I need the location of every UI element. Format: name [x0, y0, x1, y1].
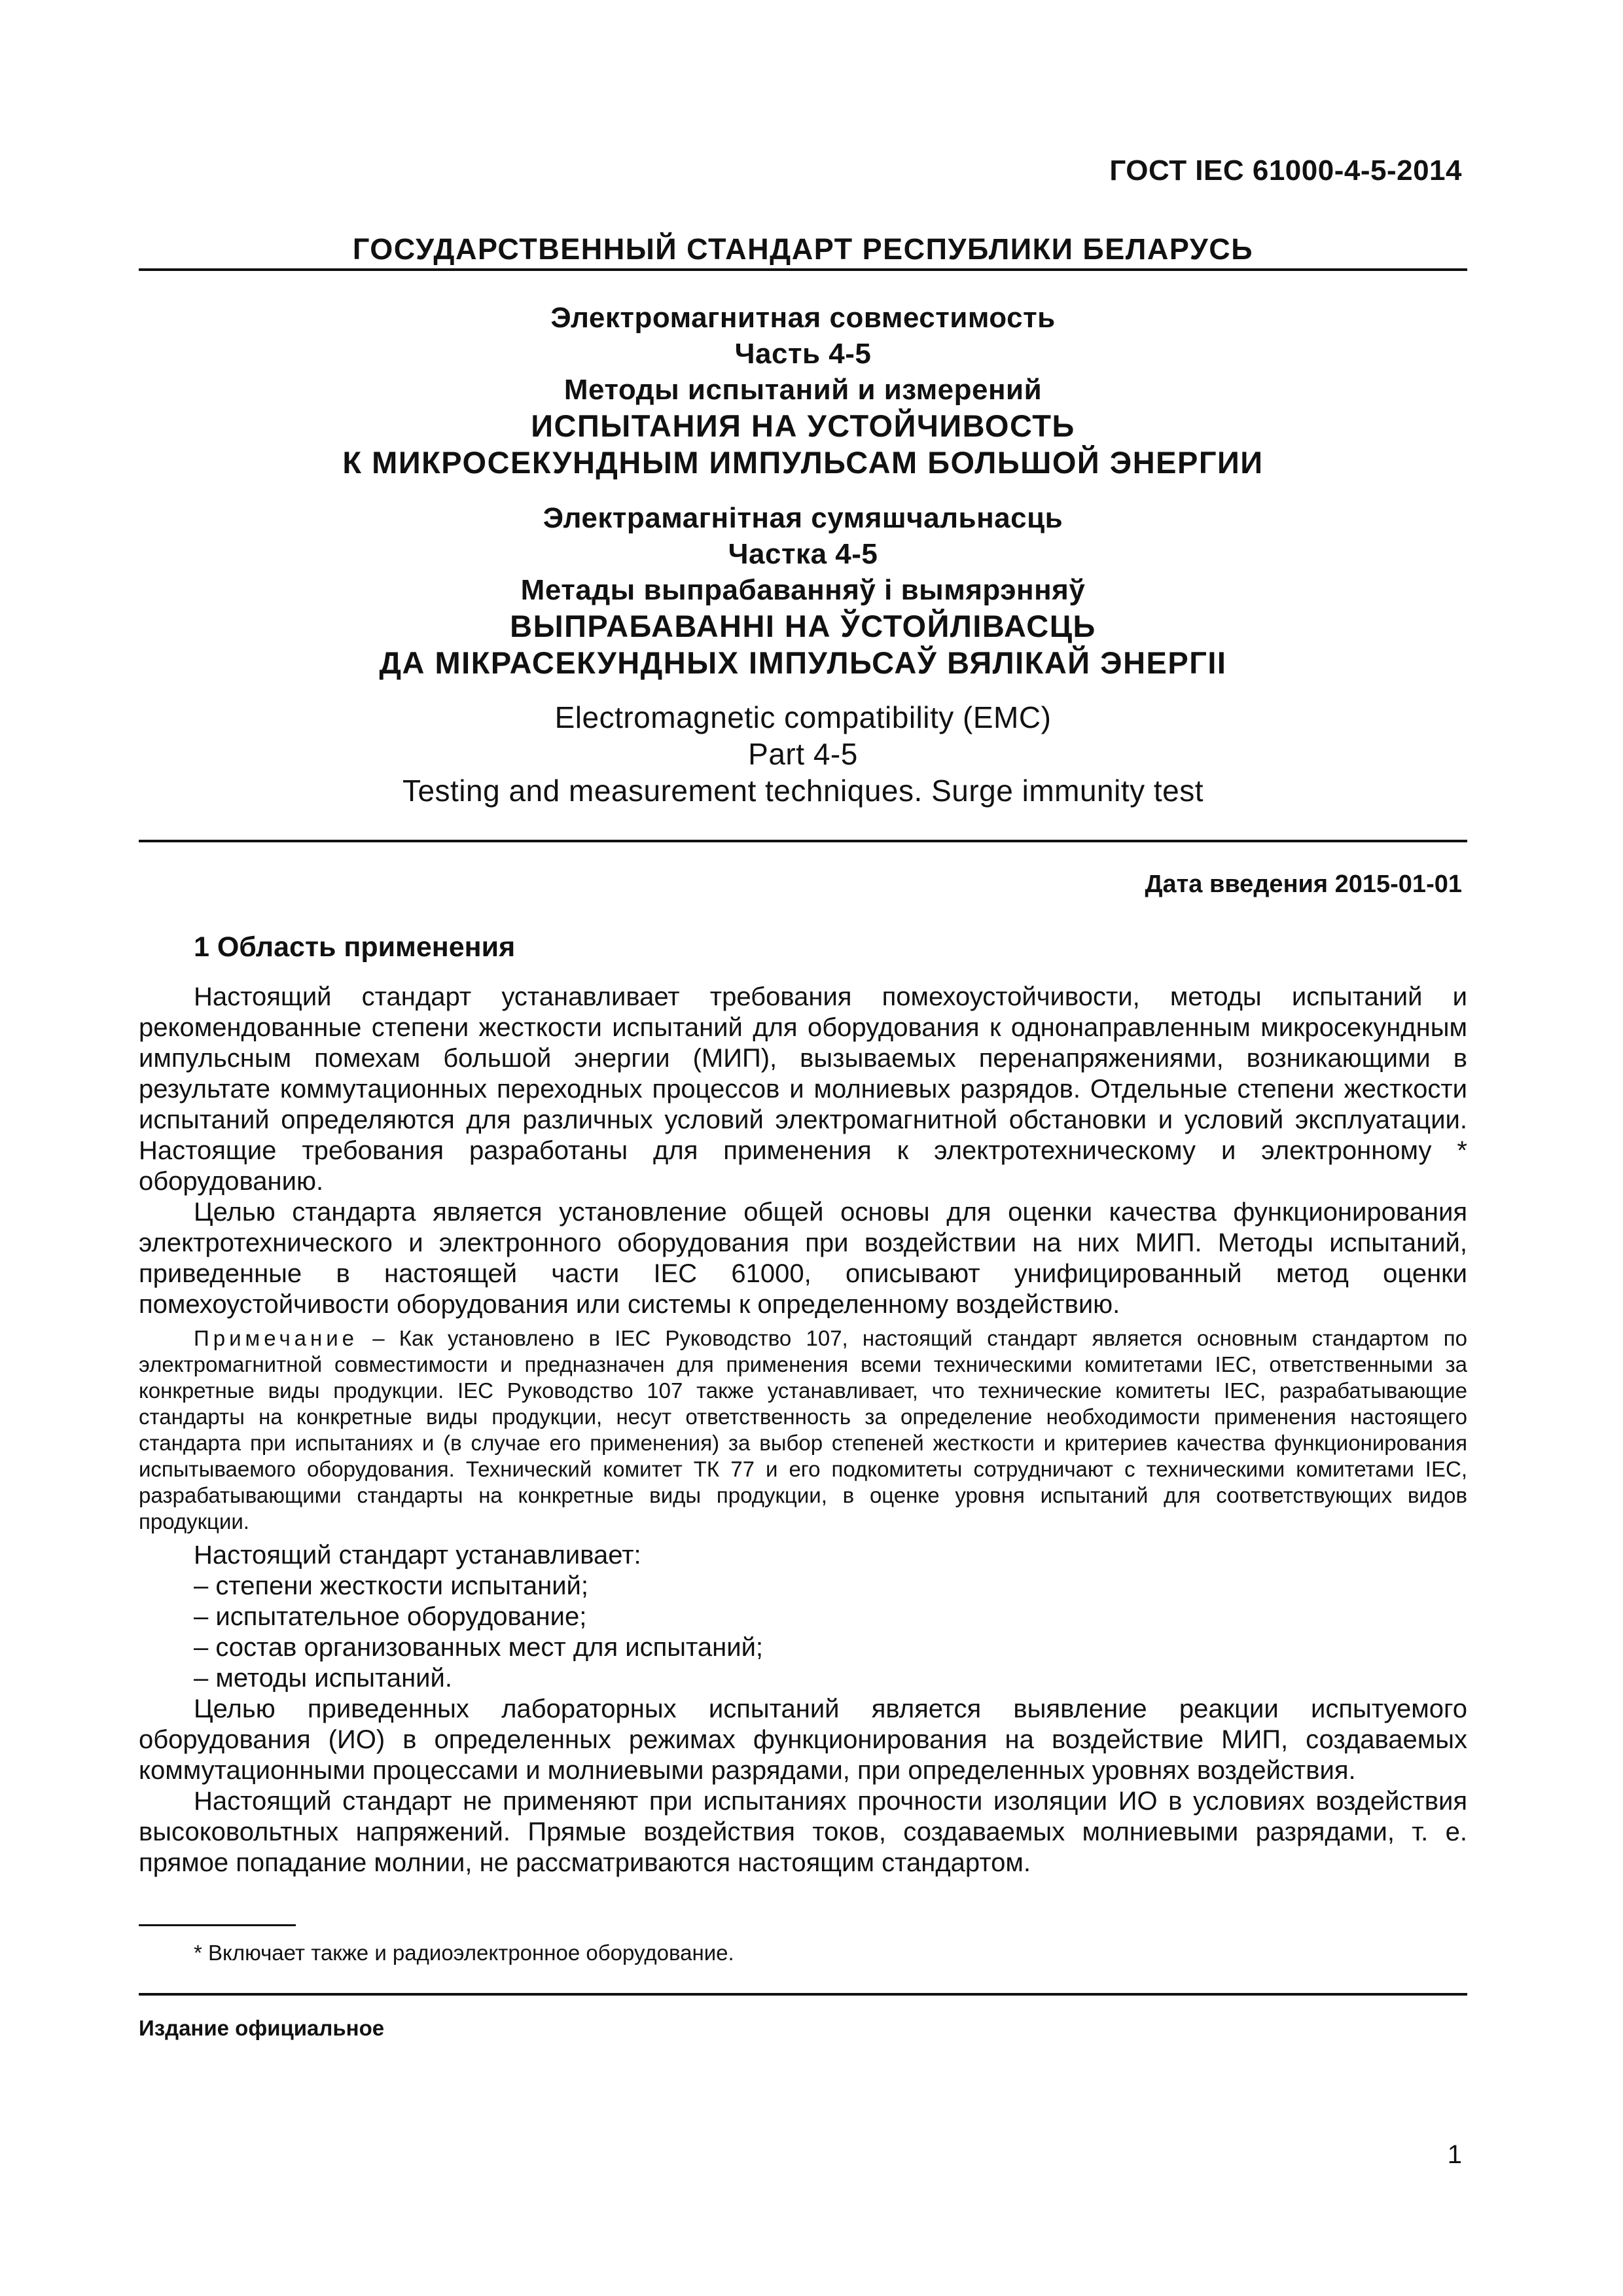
title-by-line: ДА МІКРАСЕКУНДНЫХ ІМПУЛЬСАЎ ВЯЛІКАЙ ЭНЕРГІІ — [379, 645, 1227, 680]
title-ru-line: Часть 4-5 — [734, 338, 872, 370]
list-item: – методы испытаний. — [194, 1664, 452, 1693]
paragraph: Настоящий стандарт устанавливает требования помехоустойчивости, методы испытаний и рекомендованные степени жесткости испытаний для оборудования к однонаправленным микросекундным импульсным помехам большой энергии (МИП), вызываемых перенапряжениями, возникающими в результате коммутационных переходных процессов и молниевых разрядов. Отдельные степени жесткости испытаний определяются для различных условий электромагнитной обстановки и условий эксплуатации. Настоящие требования разработаны для применения к электротехническому и электронному * оборудованию. — [139, 982, 1467, 1196]
title-en-line: Testing and measurement techniques. Surge immunity test — [402, 774, 1204, 808]
state-standard-title: ГОСУДАРСТВЕННЫЙ СТАНДАРТ РЕСПУБЛИКИ БЕЛАРУСЬ — [352, 232, 1254, 266]
title-by-line: Электрамагнітная сумяшчальнасць — [543, 502, 1063, 534]
footnote-rule — [139, 1924, 296, 1926]
title-ru-line: ИСПЫТАНИЯ НА УСТОЙЧИВОСТЬ — [531, 408, 1075, 443]
title-belarusian — [139, 500, 1467, 681]
title-english — [139, 699, 1467, 809]
title-ru-line: Электромагнитная совместимость — [550, 302, 1056, 334]
note-label: Примечание — [194, 1326, 359, 1350]
section-heading: 1 Область применения — [194, 931, 516, 963]
scope-list — [139, 1571, 1467, 1694]
title-rule — [139, 840, 1467, 842]
list-intro: Настоящий стандарт устанавливает: — [194, 1541, 641, 1570]
title-ru-line: Методы испытаний и измерений — [563, 374, 1043, 406]
introduction-date: Дата введения 2015-01-01 — [1145, 870, 1462, 898]
paragraph: Целью приведенных лабораторных испытаний является выявление реакции испытуемого оборудования (ИО) в определенных режимах функционирования на воздействие МИП, создаваемых коммутационными процессами и молниевыми разрядами, при определенных уровнях воздействия. — [139, 1695, 1467, 1785]
list-item: – состав организованных мест для испытаний; — [194, 1633, 764, 1662]
title-en-line: Electromagnetic compatibility (EMC) — [554, 700, 1052, 734]
list-item: – степени жесткости испытаний; — [194, 1571, 588, 1600]
footnote: * Включает также и радиоэлектронное оборудование. — [194, 1941, 734, 1965]
title-russian — [139, 300, 1467, 481]
title-ru-line: К МИКРОСЕКУНДНЫМ ИМПУЛЬСАМ БОЛЬШОЙ ЭНЕРГИИ — [342, 445, 1264, 480]
section-body — [139, 982, 1467, 1878]
paragraph: Целью стандарта является установление общей основы для оценки качества функционирования электротехнического и электронного оборудования при воздействии на них МИП. Методы испытаний, приведенные в настоящей части IEC 61000, описывают унифицированный метод оценки помехоустойчивости оборудования или системы к определенному воздействию. — [139, 1198, 1467, 1319]
note — [139, 1325, 1467, 1535]
list-item: – испытательное оборудование; — [194, 1602, 587, 1631]
title-by-line: Частка 4-5 — [728, 538, 878, 570]
page-number: 1 — [1447, 2140, 1462, 2169]
title-en-line: Part 4-5 — [748, 737, 858, 771]
edition-rule — [139, 1993, 1467, 1996]
document-code: ГОСТ IEC 61000-4-5-2014 — [1109, 154, 1462, 187]
edition-label: Издание официальное — [139, 2016, 385, 2040]
header-rule — [139, 268, 1467, 271]
title-by-line: ВЫПРАБАВАННІ НА ЎСТОЙЛІВАСЦЬ — [510, 609, 1096, 643]
paragraph: Настоящий стандарт не применяют при испытаниях прочности изоляции ИО в условиях воздействия высоковольтных напряжений. Прямые воздействия токов, создаваемых молниевыми разрядами, т. е. прямое попадание молнии, не рассматриваются настоящим стандартом. — [139, 1787, 1467, 1877]
title-by-line: Метады выпрабаванняў і вымярэнняў — [520, 574, 1086, 606]
note-text: – Как установлено в IEC Руководство 107, настоящий стандарт является основным стандартом по электромагнитной совместимости и предназначен для применения всеми техническими комитетами IEC, ответственными за конкретные виды продукции. IEC Руководство 107 также устанавливает, что технические комитеты IEC, разрабатывающие стандарты на конкретные виды продукции, несут ответственность за определение необходимости применения настоящего стандарта при испытаниях и (в случае его применения) за выбор степеней жесткости и критериев качества функционирования испытываемого оборудования. Технический комитет ТК 77 и его подкомитеты сотрудничают с техническими комитетами IEC, разрабатывающими стандарты на конкретные виды продукции, в оценке уровня испытаний для соответствующих видов продукции. — [139, 1326, 1467, 1534]
